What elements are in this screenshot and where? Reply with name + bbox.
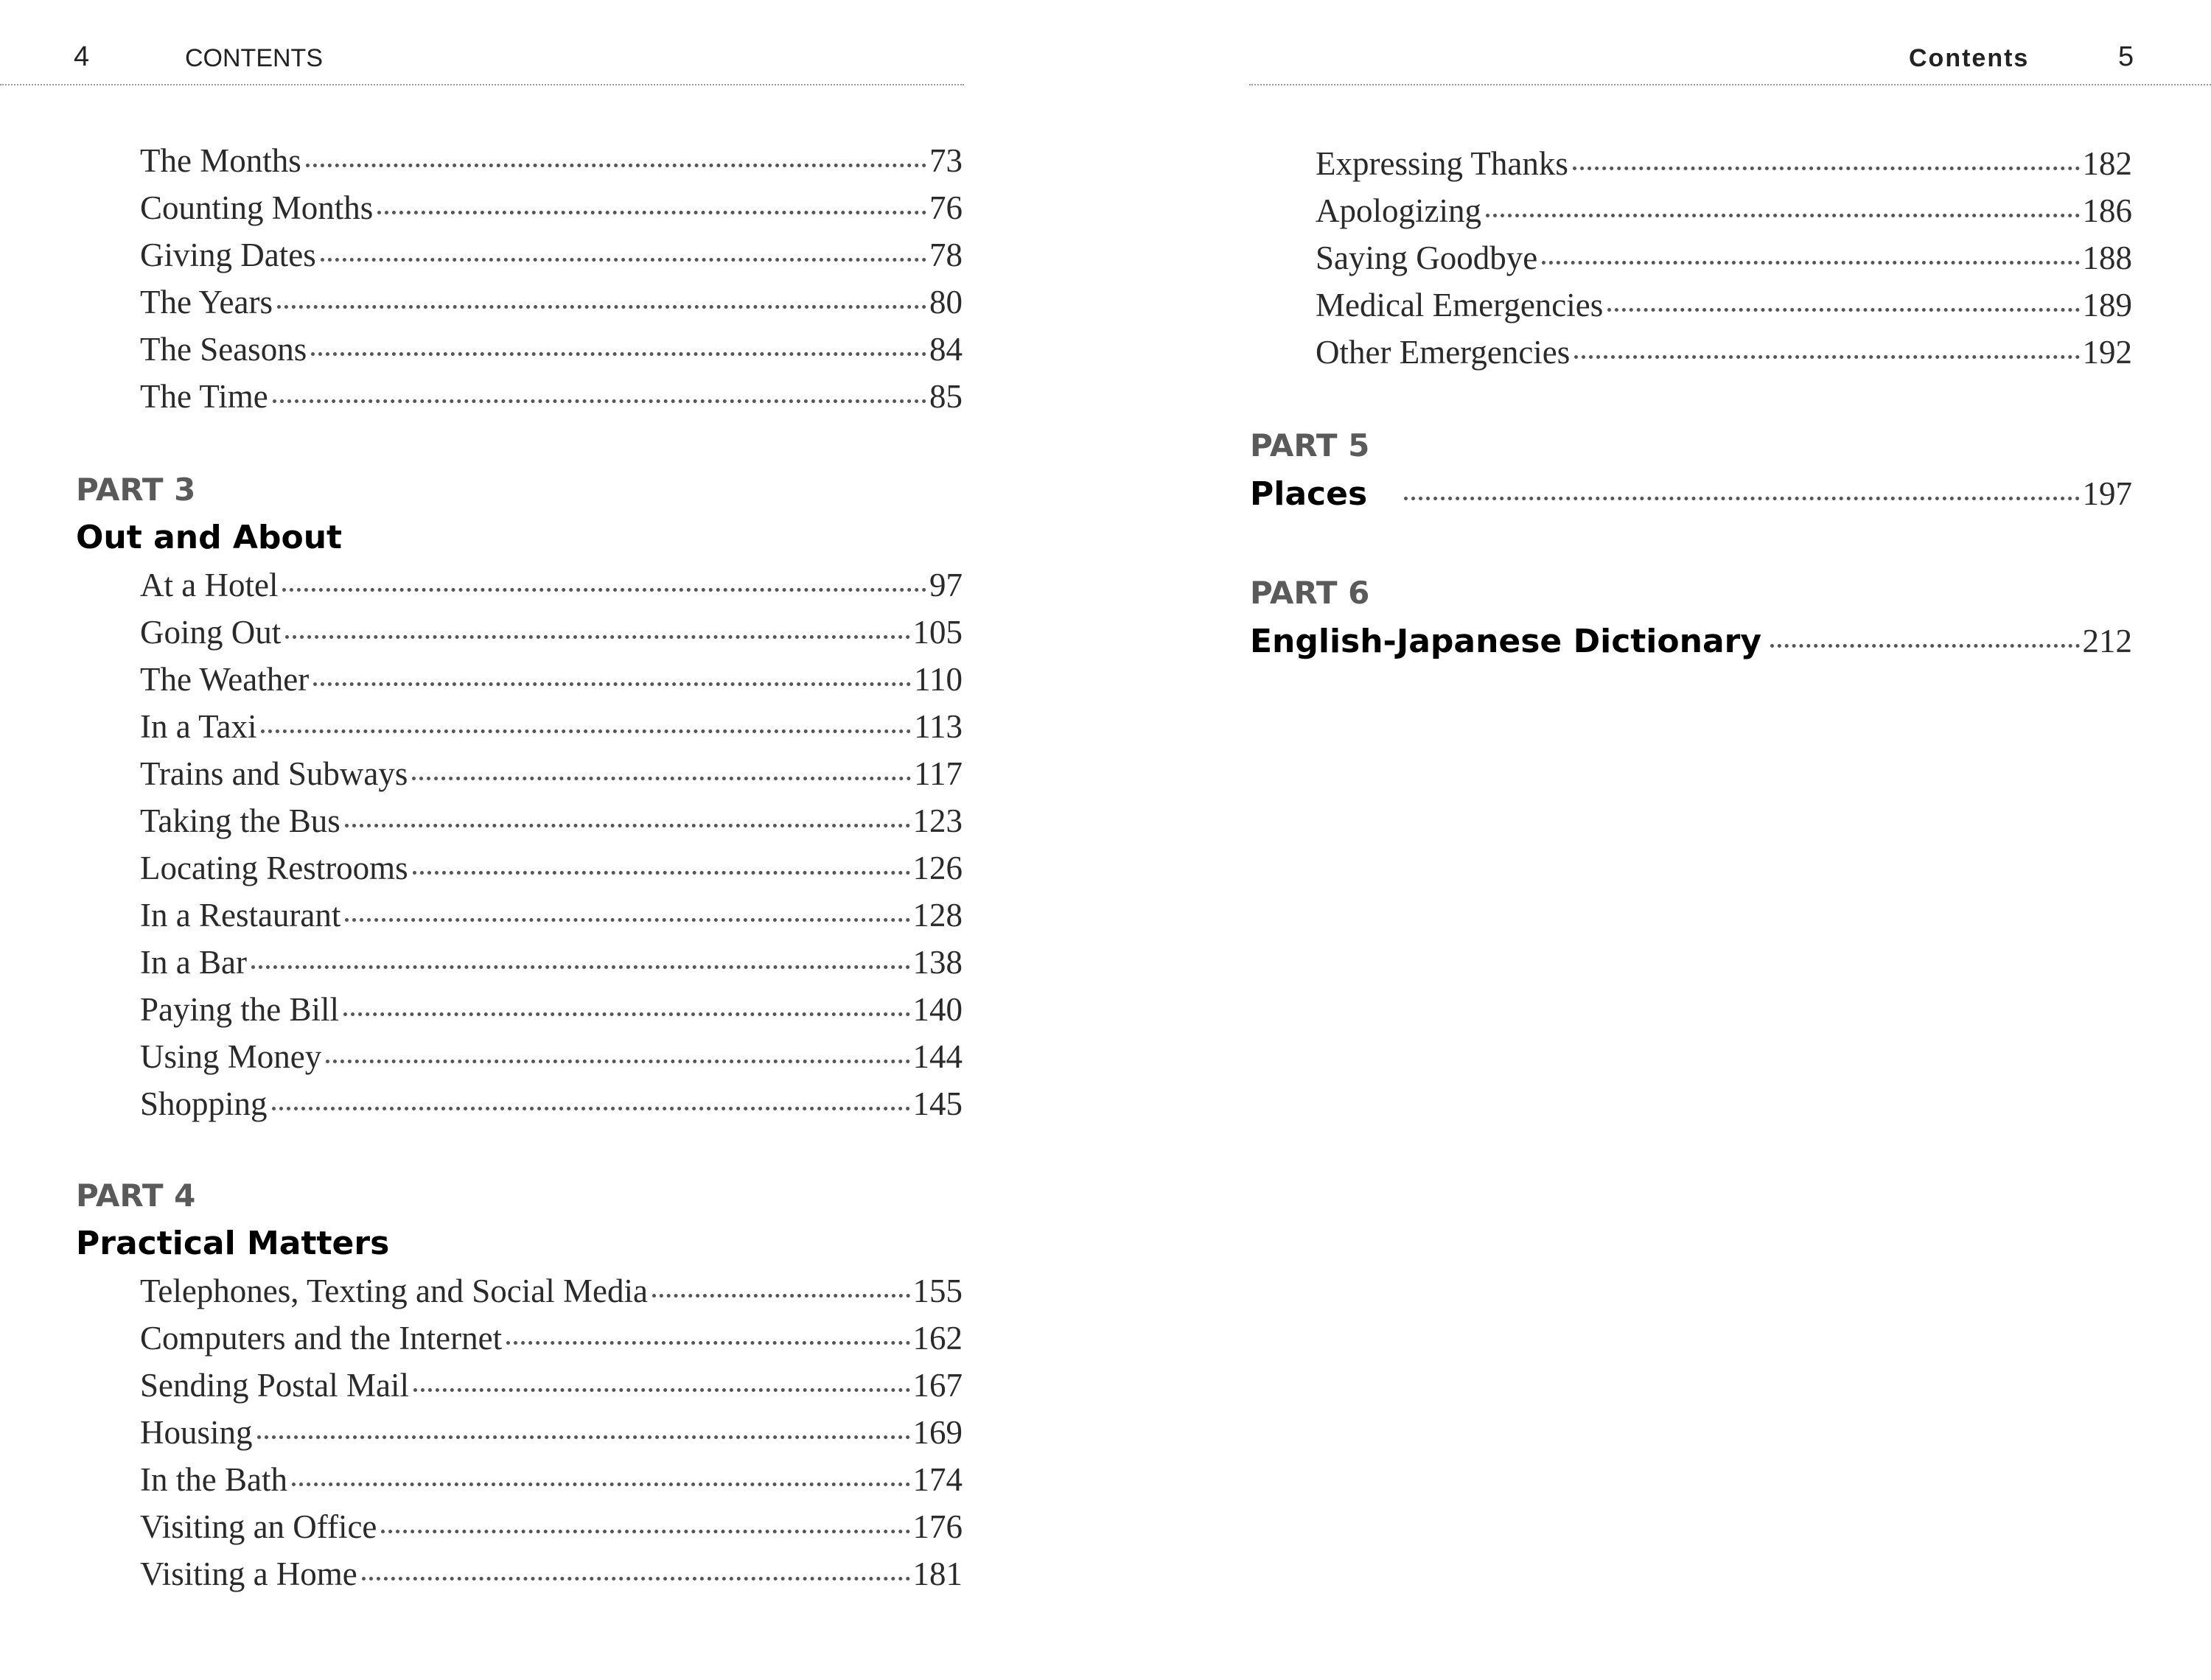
toc-entry-major[interactable] [1250,622,2132,669]
toc-entry-title: In the Bath [140,1461,287,1498]
toc-entry-title: Counting Months [140,189,374,226]
dot-leader [413,871,910,875]
toc-entry-page: 197 [2082,475,2132,512]
toc-entry[interactable] [140,1037,963,1085]
dot-leader [381,1530,909,1533]
dot-leader [652,1294,910,1298]
toc-entry-title: Telephones, Texting and Social Media [140,1273,648,1309]
toc-entry-page: 80 [929,284,963,321]
toc-entry-title: Trains and Subways [140,755,408,792]
page-number: 4 [74,41,90,72]
toc-entry-title: Saying Goodbye [1316,239,1538,276]
dot-leader [1574,355,2079,359]
toc-entry-title: Visiting an Office [140,1508,377,1545]
dot-leader [345,918,909,922]
toc-entry[interactable] [140,1460,963,1508]
toc-entry-page: 186 [2082,192,2132,229]
toc-entry-title: In a Restaurant [140,897,341,934]
toc-entry-title: Going Out [140,614,282,651]
toc-entry-page: 189 [2082,287,2132,323]
toc-entry[interactable] [140,1366,963,1413]
toc-entry-page: 73 [929,142,963,179]
toc-entry-page: 188 [2082,239,2132,276]
toc-entry-page: 97 [929,567,963,603]
dot-leader [273,399,926,403]
toc-entry[interactable] [140,1319,963,1366]
toc-entry-page: 169 [912,1414,963,1451]
toc-entry-title: Taking the Bus [140,802,340,839]
toc-entry-title: The Months [140,142,301,179]
dot-leader [343,1012,910,1016]
toc-entry[interactable] [140,377,963,424]
toc-entry-title: The Time [140,378,268,415]
dot-leader [362,1577,910,1581]
toc-entry[interactable] [140,755,963,802]
toc-entry-page: 162 [912,1320,963,1357]
toc-entry[interactable] [140,1085,963,1132]
toc-entry-page: 117 [914,755,963,792]
toc-entry[interactable] [140,896,963,943]
toc-entry[interactable] [140,1272,963,1319]
dot-leader [285,635,909,639]
toc-entry-page: 174 [912,1461,963,1498]
dot-leader [326,1060,909,1063]
toc-entry-page: 181 [912,1555,963,1592]
toc-entry[interactable] [1316,239,2132,286]
toc-entry[interactable] [140,660,963,707]
dot-leader [313,682,911,686]
dot-leader [1542,261,2079,265]
toc-entry[interactable] [140,566,963,613]
toc-entry[interactable] [140,990,963,1037]
dot-leader [1404,497,2079,500]
toc-entry-title: Locating Restrooms [140,850,408,886]
toc-entry[interactable] [140,141,963,189]
dot-leader [277,305,926,309]
part-title: English-Japanese Dictionary [1250,623,1762,660]
dot-leader [282,588,926,592]
part-label: PART 5 [1250,427,1370,463]
toc-entry[interactable] [140,613,963,660]
toc-entry-title: Giving Dates [140,237,316,273]
toc-entry[interactable] [140,1555,963,1602]
toc-entry-title: The Years [140,284,273,321]
dot-leader [272,1107,910,1110]
toc-entry-page: 110 [914,661,963,698]
toc-entry-page: 84 [929,331,963,368]
toc-entry-page: 128 [912,897,963,934]
part-title[interactable]: Practical Matters [76,1225,390,1262]
toc-entry[interactable] [140,189,963,236]
toc-entry-title: Visiting a Home [140,1555,357,1592]
toc-entry-title: In a Bar [140,944,247,981]
toc-entry-title: At a Hotel [140,567,279,603]
toc-entry-title: Paying the Bill [140,991,339,1028]
toc-entry-page: 76 [929,189,963,226]
dot-leader [413,1388,909,1392]
toc-entry[interactable] [140,236,963,283]
toc-entry-title: The Seasons [140,331,307,368]
dot-leader [311,352,926,356]
toc-entry-page: 85 [929,378,963,415]
toc-entry-title: Apologizing [1316,192,1481,229]
toc-entry-title: Shopping [140,1085,268,1122]
toc-entry-title: Medical Emergencies [1316,287,1604,323]
toc-entry-title: The Weather [140,661,310,698]
part-title[interactable]: Out and About [76,519,343,556]
toc-entry[interactable] [140,1508,963,1555]
toc-entry-title: Housing [140,1414,253,1451]
dot-leader [506,1341,909,1345]
toc-entry-page: 123 [912,802,963,839]
dot-leader [1607,308,2079,312]
right-page [1106,0,2211,1680]
dot-leader [321,258,926,262]
toc-entry-page: 144 [912,1038,963,1075]
part-label: PART 6 [1250,575,1370,611]
toc-entry-page: 192 [2082,334,2132,371]
toc-entry[interactable] [1316,333,2132,380]
toc-entry-page: 140 [912,991,963,1028]
toc-entry[interactable] [140,1413,963,1460]
toc-entry-title: Computers and the Internet [140,1320,503,1357]
toc-entry-page: 145 [912,1085,963,1122]
toc-entry[interactable] [140,849,963,896]
toc-entry[interactable] [1316,192,2132,239]
toc-entry-title: Other Emergencies [1316,334,1571,371]
toc-entry-page: 182 [2082,145,2132,182]
toc-entry-page: 78 [929,237,963,273]
dot-leader [1573,167,2080,170]
dot-leader [261,729,911,733]
toc-entry-page: 155 [912,1273,963,1309]
dot-leader [1770,644,2079,648]
toc-entry-page: 212 [2082,623,2132,659]
toc-entry-page: 105 [912,614,963,651]
toc-entry[interactable] [140,283,963,330]
toc-entry-title: In a Taxi [140,708,257,745]
toc-entry-title: Sending Postal Mail [140,1367,410,1404]
toc-entry[interactable] [1316,286,2132,333]
toc-entry[interactable] [140,802,963,849]
dot-leader [377,211,926,214]
toc-entry[interactable] [1316,144,2132,192]
page-number: 5 [2118,41,2134,72]
toc-entry[interactable] [140,943,963,990]
toc-entry-title: Using Money [140,1038,322,1075]
dot-leader [1486,214,2080,217]
dot-leader [257,1435,910,1439]
toc-entry-major[interactable] [1250,475,2132,522]
dot-leader [292,1483,910,1486]
toc-entry-page: 113 [914,708,963,745]
toc-entry-page: 126 [912,850,963,886]
toc-entry[interactable] [140,707,963,755]
part-label: PART 3 [76,472,196,508]
dot-leader [251,965,910,969]
toc-entry-page: 167 [912,1367,963,1404]
dot-leader [306,164,926,167]
toc-entry-page: 138 [912,944,963,981]
toc-entry[interactable] [140,330,963,377]
toc-entry-title: Expressing Thanks [1316,145,1568,182]
dot-leader [412,777,911,780]
dot-leader [345,824,910,827]
toc-entry-page: 176 [912,1508,963,1545]
running-head: Contents [1909,44,2030,72]
running-head: CONTENTS [185,44,323,72]
part-label: PART 4 [76,1177,196,1214]
right-page-header [1249,37,2211,85]
part-title: Places [1250,475,1368,513]
left-page-header [0,37,964,85]
